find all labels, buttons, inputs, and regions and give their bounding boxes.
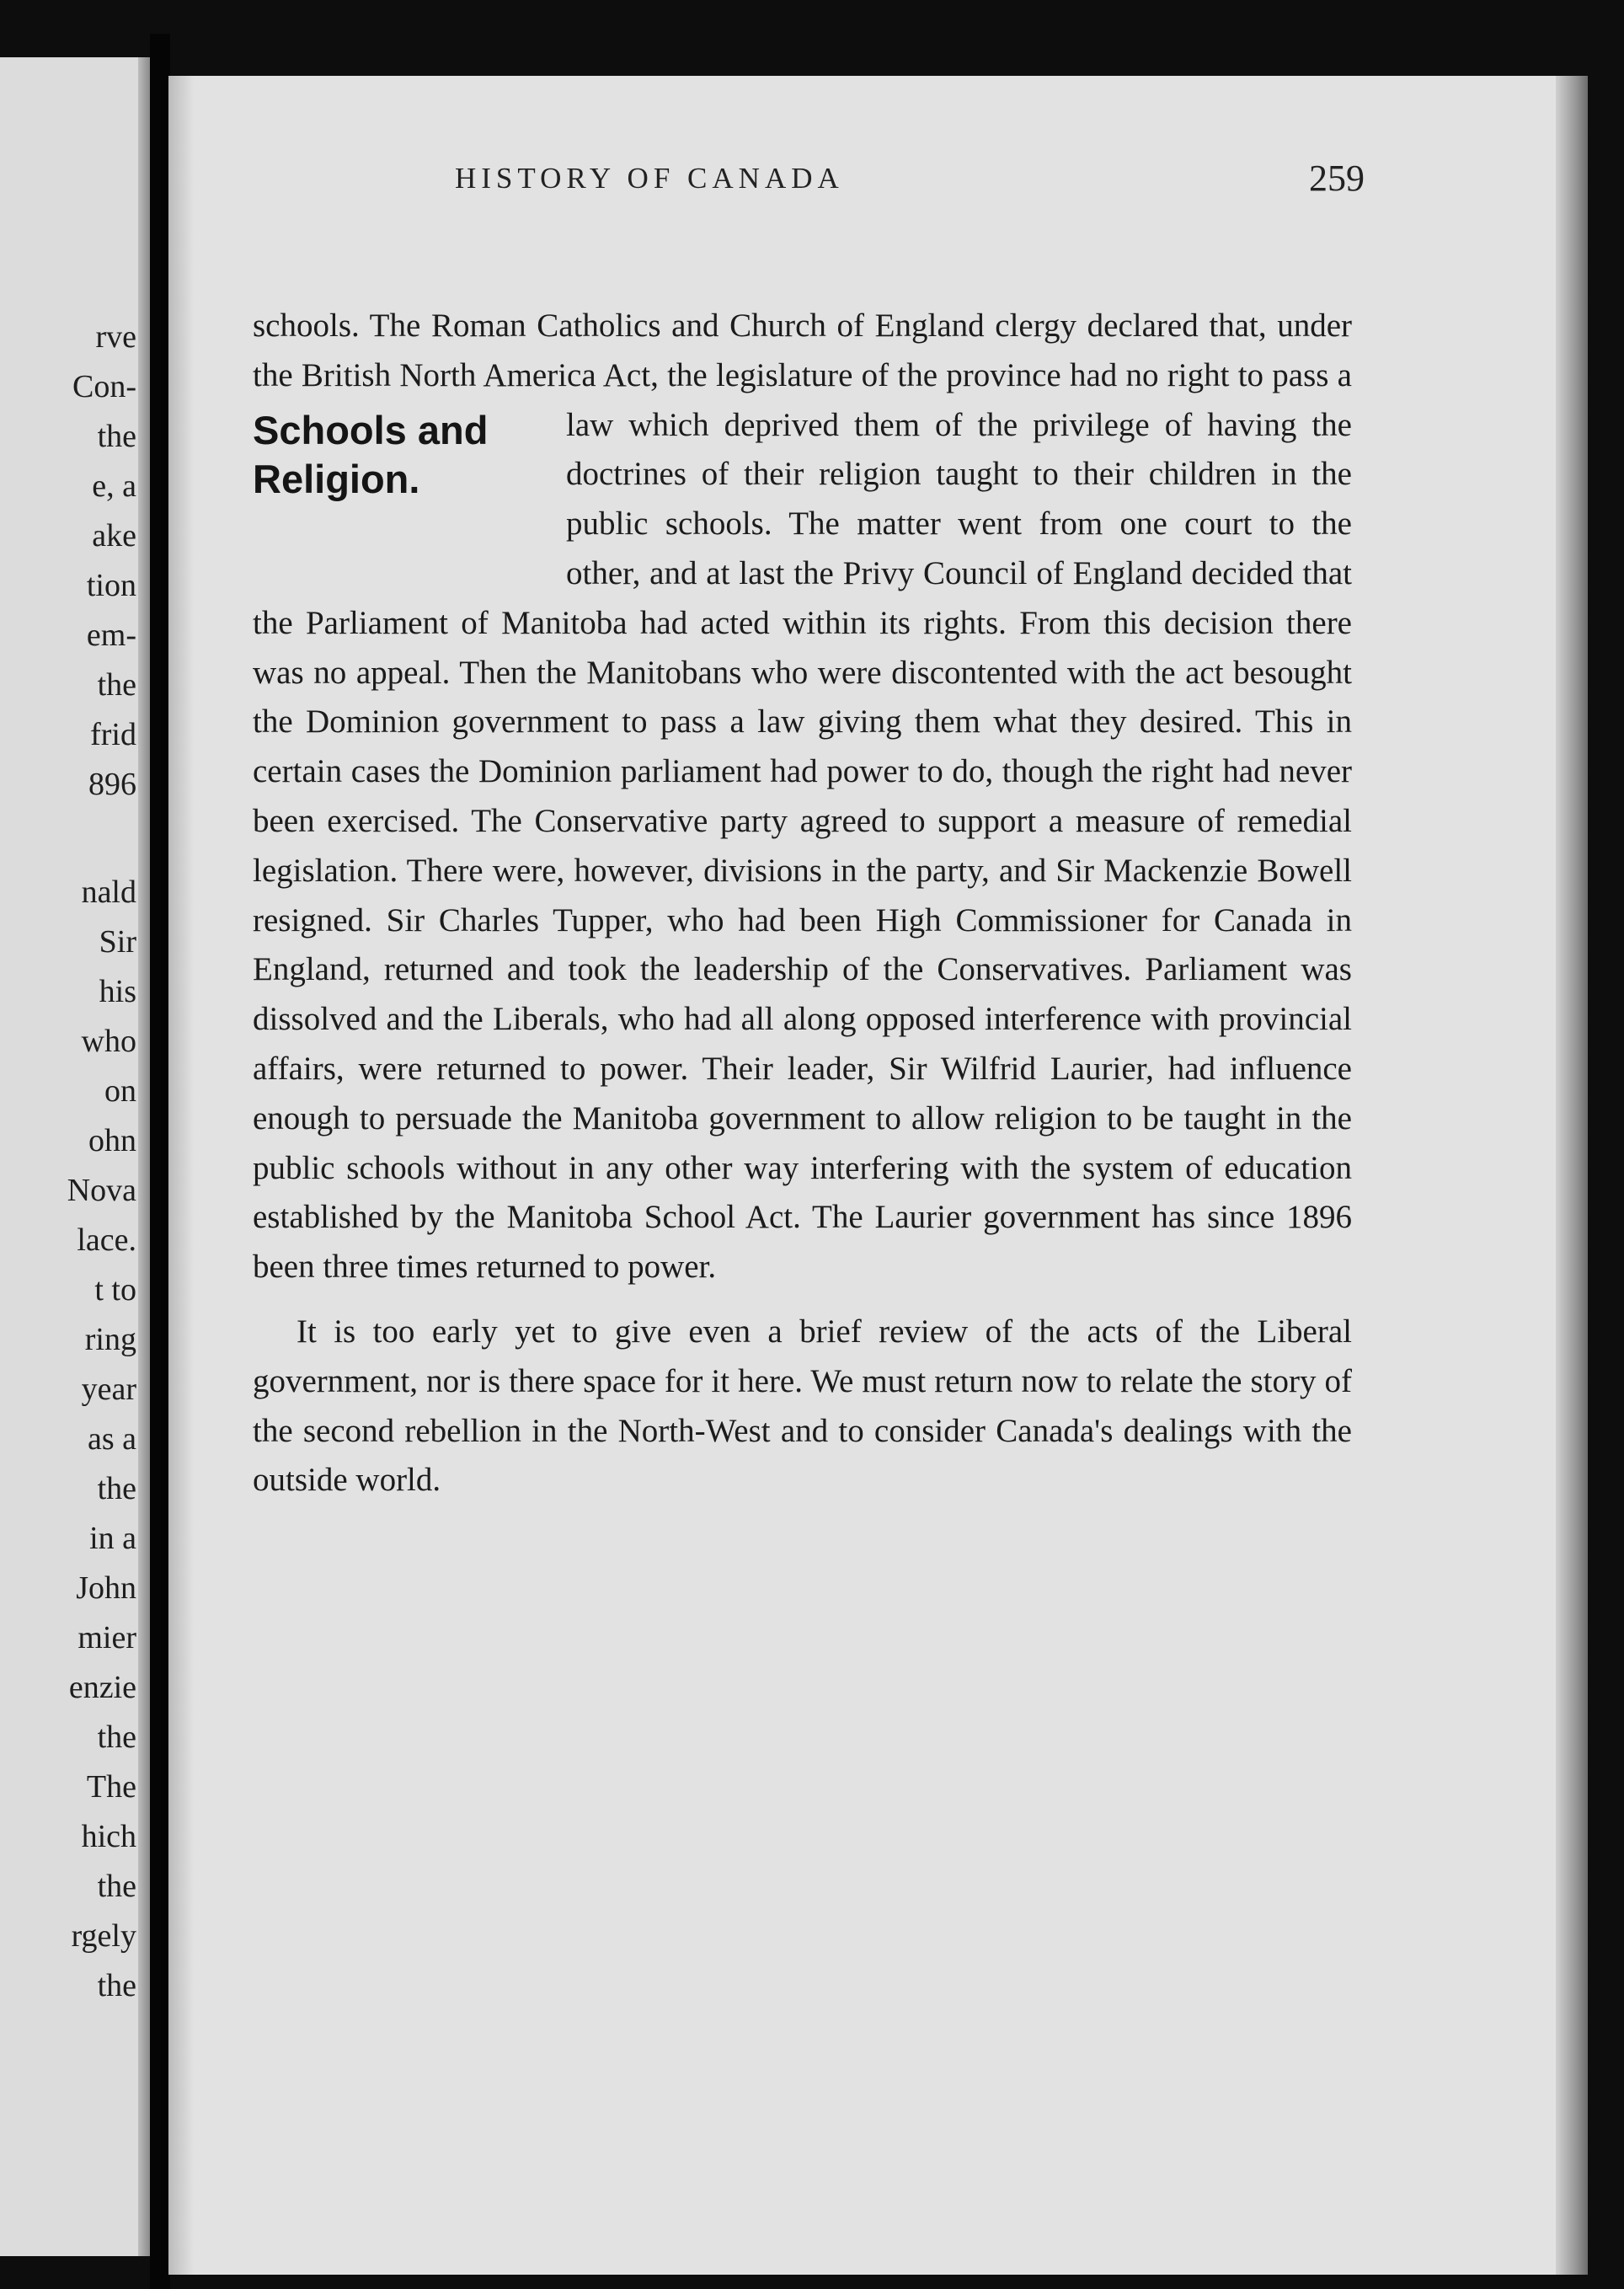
- sidenote-line-1: Schools and: [253, 407, 489, 452]
- left-fragment: the: [97, 1869, 136, 1904]
- left-fragment: mier: [77, 1620, 136, 1655]
- left-fragment: 896: [88, 767, 136, 802]
- left-fragment: enzie: [68, 1670, 136, 1705]
- left-fragment: rve: [95, 319, 136, 355]
- left-fragment: nald: [81, 874, 136, 910]
- left-fragment: e, a: [92, 468, 136, 504]
- paragraph-1-rest: them of the privilege of having the doctrines of their religion taught to their children in the public schools. The matter went from one court to the other, and at last the Privy Council of England decided that the Parliament of Manitoba had acted within its rights. From this decision there was no appeal. Then the Manitobans who were discontented with the act besought the Dominion government to pass a law giving them what they desired. This in certain cases the Dominion parliament had power to do, though the right had never been exercised. The Conservative party agreed to support a measure of remedial legislation. There were, however, divisions in the party, and Sir Mackenzie Bowell resigned. Sir Charles Tupper, who had been High Commissioner for Canada in England, returned and took the leadership of the Conservatives. Parliament was dissolved and the Liberals, who had all along opposed interference with provincial affairs, were returned to power. Their leader, Sir Wilfrid Laurier, had influence enough to persuade the Manitoba government to allow religion to be taught in the public schools without in any other way interfering with the system of education established by the Manitoba School Act. The Laurier government has since 1896 been three times returned to power.: [253, 406, 1352, 1286]
- left-fragment: lace.: [77, 1222, 136, 1258]
- sidenote-heading: [253, 406, 548, 554]
- left-fragment: the: [97, 1719, 136, 1755]
- left-fragment: John: [76, 1570, 136, 1606]
- left-fragment: Nova: [67, 1173, 136, 1208]
- left-fragment: em-: [86, 618, 136, 653]
- left-fragment: as a: [87, 1421, 136, 1457]
- left-fragment: ake: [92, 518, 136, 554]
- left-fragment: t to: [94, 1272, 136, 1308]
- left-fragment: frid: [90, 717, 136, 752]
- left-fragment: tion: [86, 568, 136, 603]
- inner-margin-shadow: [168, 76, 194, 2275]
- paragraph-2: It is too early yet to give even a brief review of the acts of the Liberal government, nor is there space for it here. We must return now to relate the story of the second rebellion in the North-West and to consider Canada's dealings with the outside world.: [253, 1313, 1352, 1499]
- left-page: [0, 57, 150, 2256]
- left-fragment: the: [97, 1968, 136, 2003]
- sidenote-line-2: Religion.: [253, 456, 420, 501]
- left-fragment: who: [81, 1024, 136, 1059]
- page-header: [430, 160, 1365, 211]
- left-fragment: ohn: [88, 1123, 136, 1158]
- left-fragment: the: [97, 1471, 136, 1506]
- gutter-shadow: [138, 57, 150, 2256]
- page-edge: [1556, 76, 1588, 2275]
- left-fragment: the: [97, 419, 136, 454]
- left-fragment: ring: [84, 1322, 136, 1357]
- left-fragment: the: [97, 667, 136, 703]
- left-fragment: The: [86, 1769, 136, 1805]
- left-fragment: hich: [81, 1819, 136, 1854]
- left-fragment: Sir: [99, 924, 136, 960]
- book-spine: [150, 34, 170, 2289]
- left-fragment: Con-: [72, 369, 136, 404]
- paragraph-1: [253, 302, 1352, 1292]
- left-fragment: year: [81, 1372, 136, 1407]
- body-text: [253, 302, 1352, 1505]
- page-number: 259: [1309, 158, 1365, 199]
- left-fragment: on: [104, 1073, 136, 1109]
- left-fragment: rgely: [71, 1918, 136, 1954]
- left-fragment: his: [99, 974, 136, 1009]
- running-title: HISTORY OF CANADA: [455, 162, 844, 195]
- paragraph-1-start: schools. The Roman Catholics and Church of England clergy declared that, under the British North America Act, the legislature of the province had no right to pass a law which deprived: [253, 308, 1352, 443]
- left-fragment: in a: [89, 1521, 136, 1556]
